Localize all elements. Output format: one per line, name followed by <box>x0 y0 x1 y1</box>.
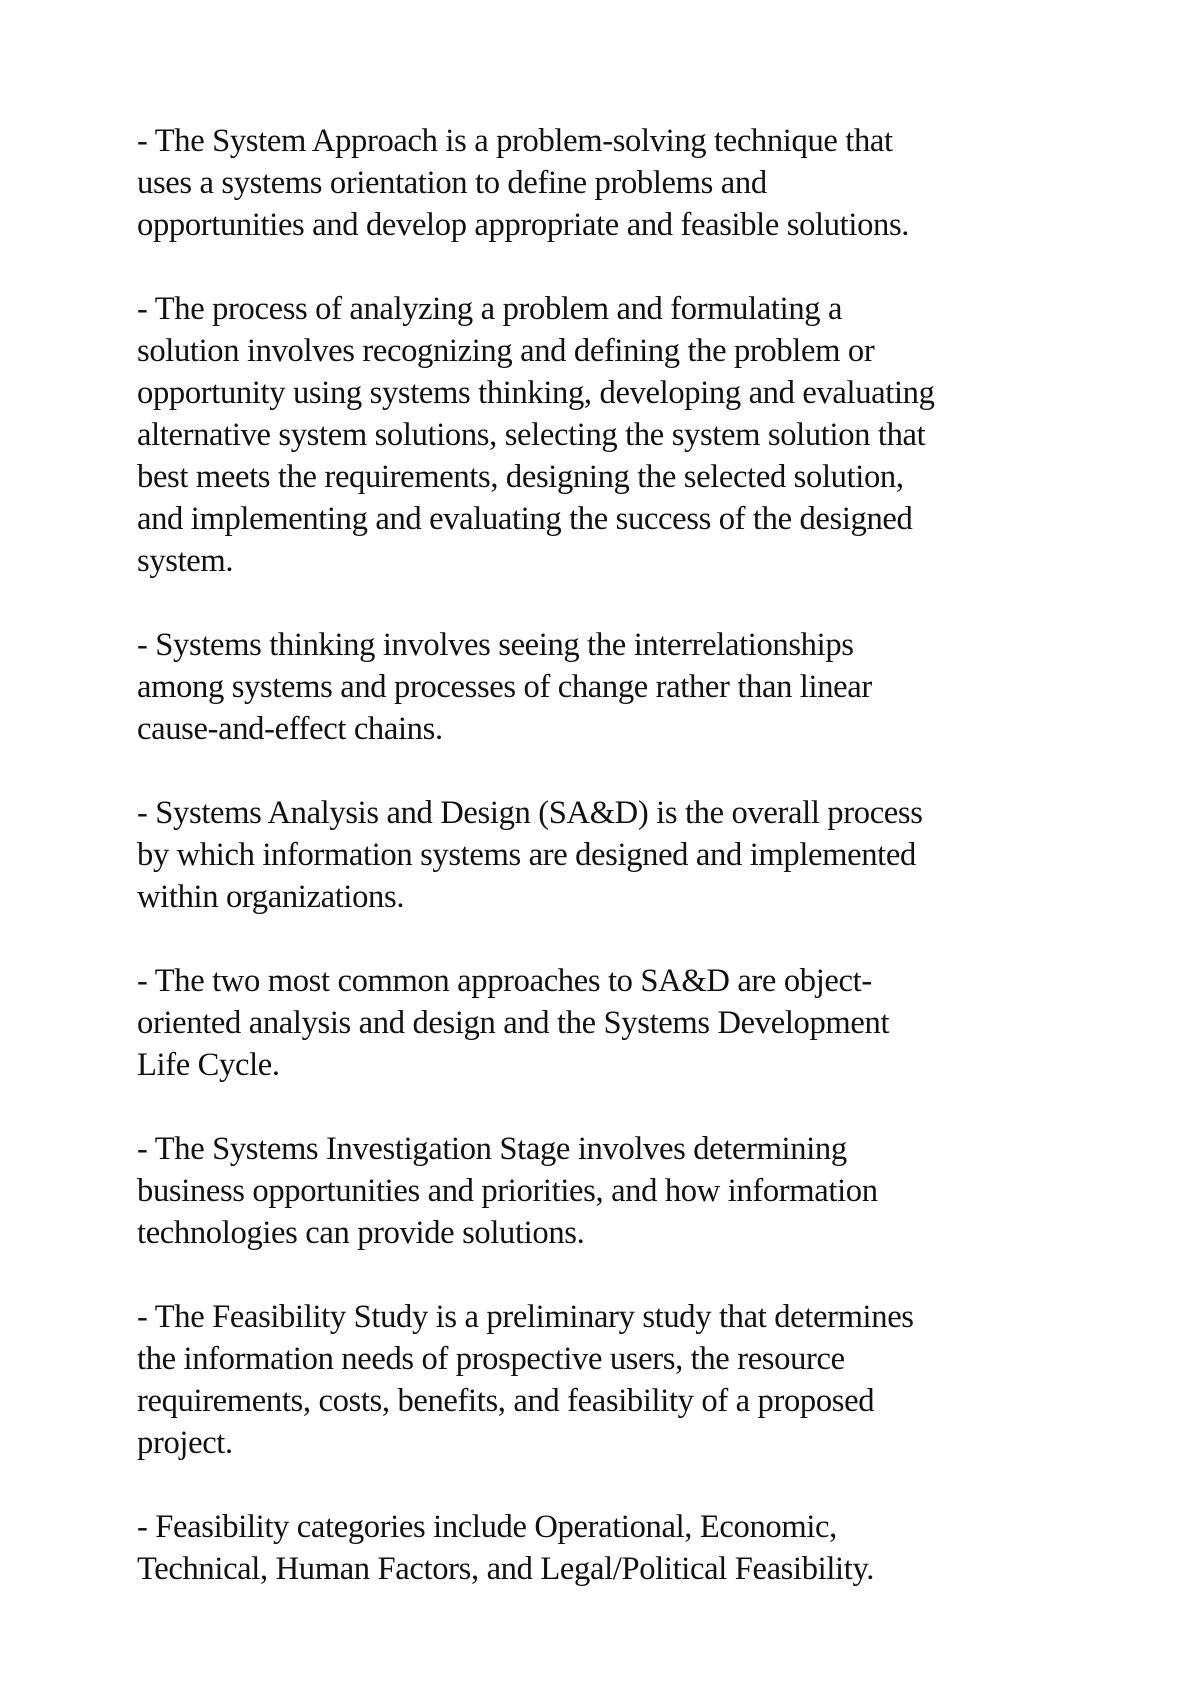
paragraph-sad-definition <box>137 792 1077 918</box>
text-line: - Systems thinking involves seeing the interrelationships <box>137 627 854 663</box>
text-line: Life Cycle. <box>137 1047 280 1083</box>
text-line: opportunities and develop appropriate and feasible solutions. <box>137 207 910 243</box>
text-line: oriented analysis and design and the Systems Development <box>137 1005 890 1041</box>
paragraph-system-approach <box>137 120 1077 246</box>
paragraph-problem-solving-process <box>137 288 1077 582</box>
text-line: cause-and-effect chains. <box>137 711 443 747</box>
paragraph-sad-approaches <box>137 960 1077 1086</box>
paragraph-investigation-stage <box>137 1128 1077 1254</box>
document-body <box>137 120 1077 1632</box>
text-line: best meets the requirements, designing the selected solution, <box>137 459 904 495</box>
text-line: - The System Approach is a problem-solving technique that <box>137 123 893 159</box>
paragraph-feasibility-categories <box>137 1506 1077 1590</box>
text-line: opportunity using systems thinking, developing and evaluating <box>137 375 935 411</box>
text-line: solution involves recognizing and defining the problem or <box>137 333 875 369</box>
text-line: - The Systems Investigation Stage involves determining <box>137 1131 847 1167</box>
text-line: within organizations. <box>137 879 405 915</box>
text-line: by which information systems are designed and implemented <box>137 837 916 873</box>
text-line: and implementing and evaluating the success of the designed <box>137 501 913 537</box>
text-line: - The Feasibility Study is a preliminary study that determines <box>137 1299 914 1335</box>
text-line: - The two most common approaches to SA&D are object- <box>137 963 872 999</box>
text-line: technologies can provide solutions. <box>137 1215 585 1251</box>
text-line: - Feasibility categories include Operational, Economic, <box>137 1509 837 1545</box>
text-line: business opportunities and priorities, and how information <box>137 1173 878 1209</box>
text-line: among systems and processes of change rather than linear <box>137 669 872 705</box>
text-line: - Systems Analysis and Design (SA&D) is the overall process <box>137 795 923 831</box>
text-line: uses a systems orientation to define problems and <box>137 165 767 201</box>
text-line: - The process of analyzing a problem and formulating a <box>137 291 843 327</box>
paragraph-systems-thinking <box>137 624 1077 750</box>
text-line: requirements, costs, benefits, and feasibility of a proposed <box>137 1383 875 1419</box>
paragraph-feasibility-study <box>137 1296 1077 1464</box>
text-line: the information needs of prospective users, the resource <box>137 1341 845 1377</box>
text-line: project. <box>137 1425 233 1461</box>
text-line: Technical, Human Factors, and Legal/Political Feasibility. <box>137 1551 875 1587</box>
text-line: system. <box>137 543 234 579</box>
text-line: alternative system solutions, selecting the system solution that <box>137 417 926 453</box>
